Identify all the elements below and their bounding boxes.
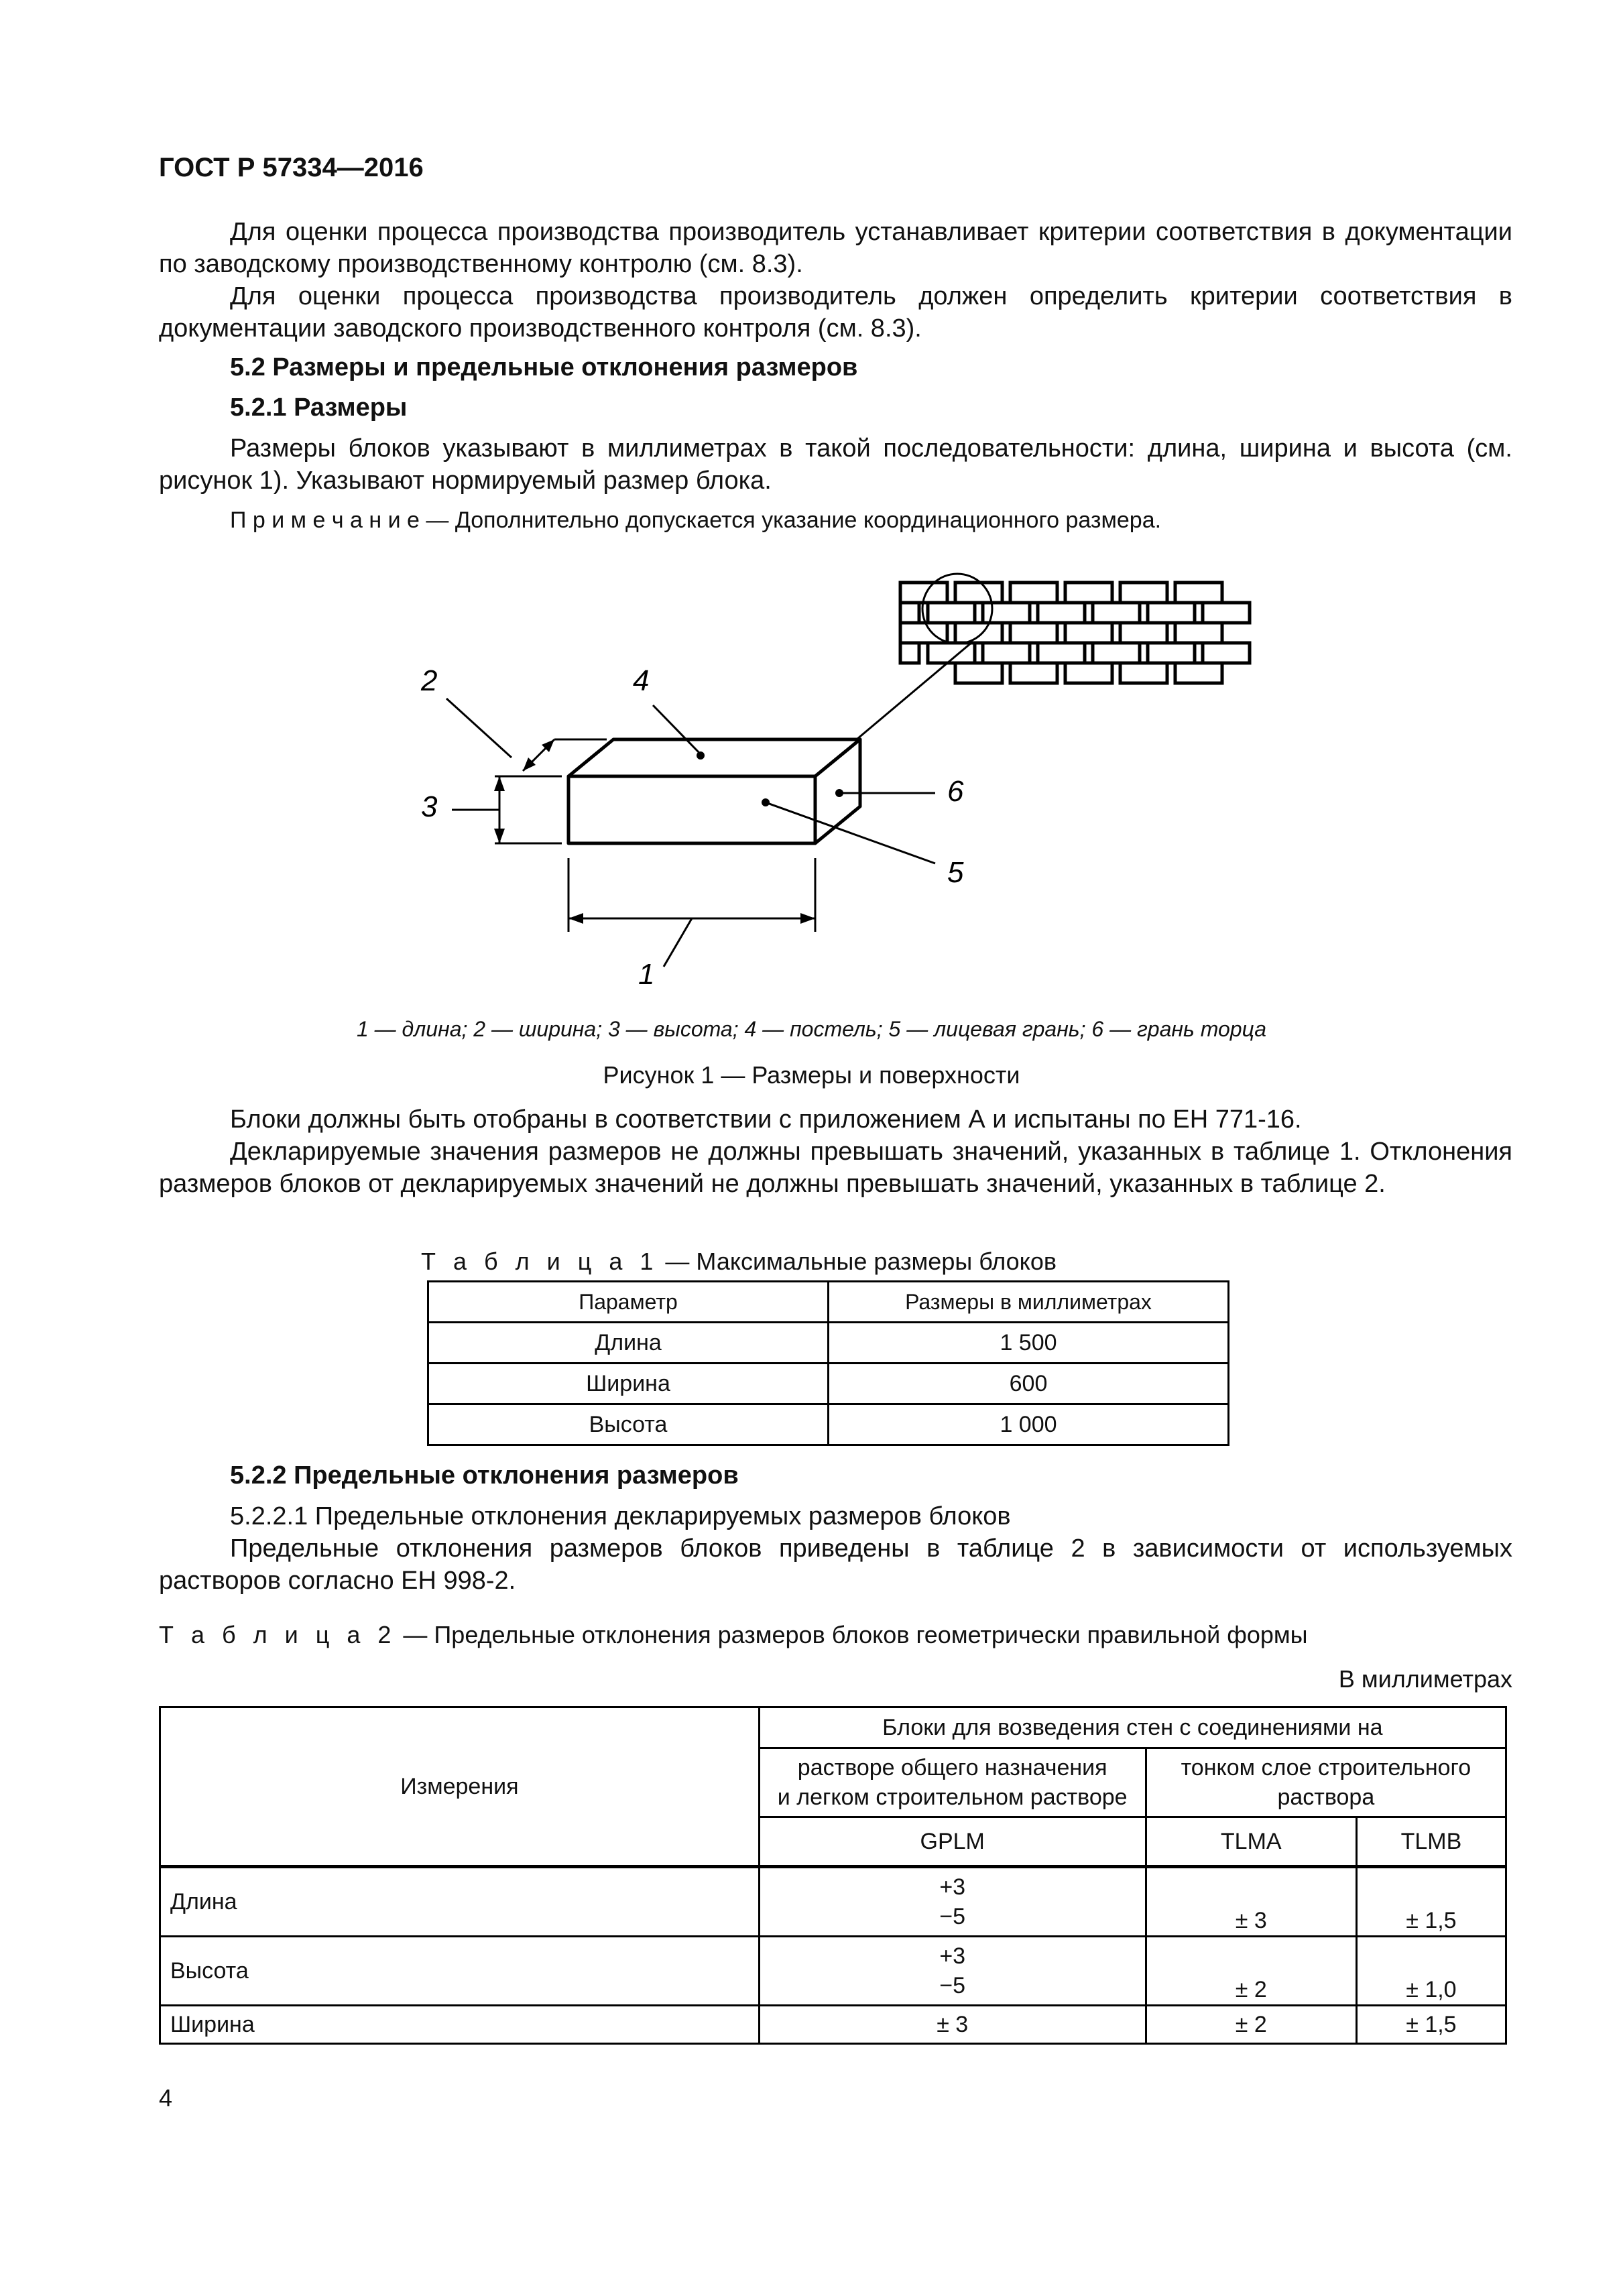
table-row (428, 1323, 1229, 1364)
table-row (428, 1364, 1229, 1404)
table-subheader-text: и легком строительном растворе (777, 1785, 1128, 1810)
table-cell: ± 1,5 (1356, 2006, 1506, 2044)
table-cell (759, 1937, 1146, 2006)
table-row (160, 1937, 1506, 2006)
table-cell: ± 2 (1146, 2006, 1356, 2044)
tolerance-plus: +3 (939, 1943, 966, 1969)
table-header-row (428, 1282, 1229, 1323)
tolerance-minus: −5 (939, 1973, 966, 1998)
callout-6: 6 (947, 775, 964, 808)
table-cell-measure: Ширина (160, 2006, 760, 2044)
callout-4: 4 (633, 664, 650, 697)
paragraph: Декларируемые значения размеров не должны превышать значений, указанных в таблице 1. Отклонения размеров блоков от декларируемых значений не должны превышать значений, указанных в таблице 2. (159, 1138, 1512, 1198)
table-code: TLMA (1146, 1817, 1356, 1867)
masonry-wall (900, 583, 1250, 683)
table1-title: — Максимальные размеры блоков (658, 1248, 1057, 1275)
table-code: TLMB (1356, 1817, 1506, 1867)
callout-2: 2 (421, 664, 438, 697)
table-cell: ± 3 (759, 2006, 1146, 2044)
table-cell: ± 2 (1146, 1937, 1356, 2006)
table-header: Размеры в миллиметрах (829, 1282, 1229, 1323)
table-cell: 1 000 (829, 1404, 1229, 1445)
table-dimension-tolerances (159, 1706, 1507, 2045)
callout-3: 3 (421, 790, 438, 823)
subsection-heading: 5.2.2 Предельные отклонения размеров (230, 1461, 739, 1490)
figure-caption: Рисунок 1 — Размеры и поверхности (603, 1061, 1020, 1089)
table-header-measure: Измерения (160, 1707, 760, 1867)
document-code: ГОСТ Р 57334—2016 (159, 153, 424, 182)
figure-legend: 1 — длина; 2 — ширина; 3 — высота; 4 — постель; 5 — лицевая грань; 6 — грань торца (356, 1017, 1267, 1041)
paragraph: Блоки должны быть отобраны в соответствии с приложением А и испытаны по ЕН 771-16. (230, 1105, 1302, 1134)
page-number: 4 (159, 2084, 173, 2112)
callout-5: 5 (947, 856, 964, 889)
table-cell-measure: Высота (160, 1937, 760, 2006)
table-cell: 1 500 (829, 1323, 1229, 1364)
table1-caption (421, 1248, 1057, 1276)
table2-units: В миллиметрах (1338, 1665, 1512, 1693)
table-subheader-text: растворе общего назначения (797, 1755, 1107, 1780)
note (159, 504, 1512, 536)
paragraph: Для оценки процесса производства производитель устанавливает критерии соответствия в документации по заводскому производственному контролю (см. 8.3). (159, 218, 1512, 278)
note-label: П р и м е ч а н и е (230, 507, 420, 533)
table-max-dimensions (427, 1280, 1229, 1446)
paragraph: Размеры блоков указывают в миллиметрах в такой последовательности: длина, ширина и высота (см. рисунок 1). Указывают нормируемый размер блока. (159, 434, 1512, 495)
table-cell (759, 1867, 1146, 1937)
table2-caption (159, 1621, 1308, 1649)
table2-label: Т а б л и ц а 2 (159, 1621, 397, 1648)
table-cell-measure: Длина (160, 1867, 760, 1937)
paragraph: Для оценки процесса производства производитель должен определить критерии соответствия в документации заводского производственного контроля (см. 8.3). (159, 282, 1512, 343)
table-header-row (160, 1707, 1506, 1748)
subsection-heading: 5.2.1 Размеры (230, 394, 408, 422)
table-cell: 600 (829, 1364, 1229, 1404)
table-row (160, 1867, 1506, 1937)
section-heading: 5.2 Размеры и предельные отклонения размеров (230, 353, 858, 381)
table2-title: — Предельные отклонения размеров блоков геометрически правильной формы (396, 1621, 1308, 1648)
tolerance-plus: +3 (939, 1874, 966, 1900)
table-cell: Длина (428, 1323, 829, 1364)
table-code: GPLM (759, 1817, 1146, 1867)
callout-1: 1 (638, 958, 655, 991)
table-cell: ± 1,5 (1356, 1867, 1506, 1937)
table-subheader-text: раствора (1277, 1785, 1375, 1810)
table1-label: Т а б л и ц а 1 (421, 1248, 659, 1275)
table-subheader-general (759, 1748, 1146, 1817)
paragraph: 5.2.2.1 Предельные отклонения декларируемых размеров блоков (230, 1502, 1011, 1530)
note-text: — Дополнительно допускается указание координационного размера. (419, 507, 1162, 533)
paragraph: Предельные отклонения размеров блоков приведены в таблице 2 в зависимости от используемых растворов согласно ЕН 998-2. (159, 1534, 1512, 1595)
table-header: Параметр (428, 1282, 829, 1323)
table-cell: ± 1,0 (1356, 1937, 1506, 2006)
table-group-header: Блоки для возведения стен с соединениями на (759, 1707, 1506, 1748)
table-subheader-thin (1146, 1748, 1506, 1817)
table-cell: ± 3 (1146, 1867, 1356, 1937)
table-row (428, 1404, 1229, 1445)
table-subheader-text: тонком слое строительного (1181, 1755, 1471, 1780)
table-cell: Высота (428, 1404, 829, 1445)
figure-block-dimensions (0, 550, 1623, 1019)
table-row (160, 2006, 1506, 2044)
block-drawing (568, 739, 860, 843)
table-cell: Ширина (428, 1364, 829, 1404)
tolerance-minus: −5 (939, 1904, 966, 1929)
